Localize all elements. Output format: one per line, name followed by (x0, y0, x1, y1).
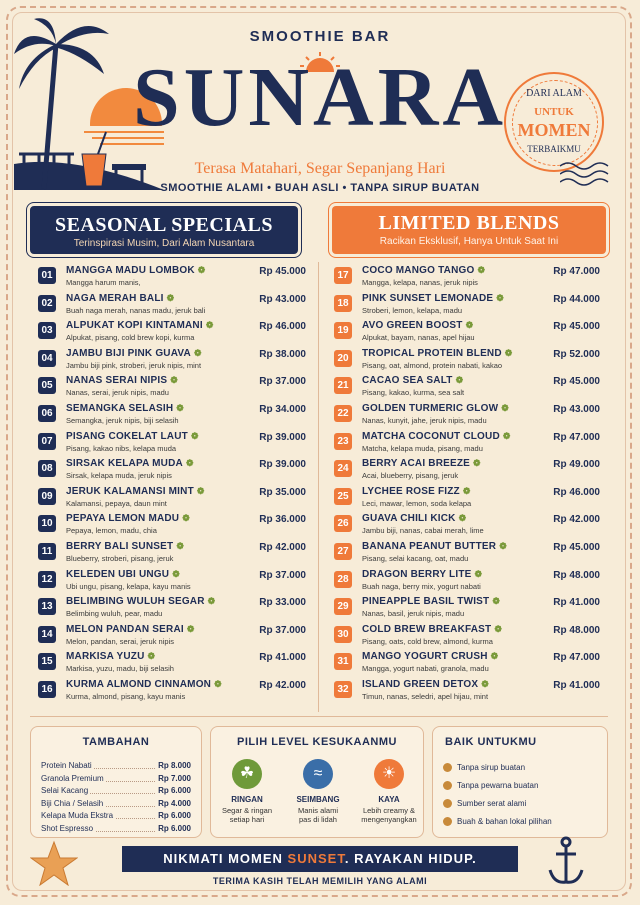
item-name: GOLDEN TURMERIC GLOW (362, 402, 499, 414)
item-price: Rp 36.000 (259, 514, 306, 526)
item-price: Rp 42.000 (259, 679, 306, 691)
item-price: Rp 41.000 (553, 597, 600, 609)
level-name: KAYA (378, 795, 400, 804)
item-number: 27 (334, 543, 352, 560)
addon-price: Rp 4.000 (158, 798, 191, 808)
leaf-icon: ❁ (465, 320, 474, 331)
item-description: Pisang, oats, cold brew, almond, kurma (362, 636, 493, 646)
item-number: 12 (38, 571, 56, 588)
item-price: Rp 33.000 (259, 597, 306, 609)
item-description: Markisa, yuzu, madu, biji selasih (66, 664, 174, 674)
item-description: Pepaya, lemon, madu, chia (66, 526, 157, 536)
item-number: 21 (334, 377, 352, 394)
item-number: 32 (334, 681, 352, 698)
item-description: Buah naga merah, nanas madu, jeruk bali (66, 305, 206, 315)
addon-row (41, 811, 191, 820)
addon-price: Rp 7.000 (158, 773, 191, 783)
stamp-line1: DARI ALAM (526, 88, 582, 99)
item-description: Pisang, selai kacang, oat, madu (362, 553, 469, 563)
item-price: Rp 37.000 (259, 569, 306, 581)
menu-item (334, 264, 600, 292)
item-price: Rp 41.000 (259, 652, 306, 664)
item-name: BANANA PEANUT BUTTER (362, 540, 497, 552)
leaf-icon: ❁ (176, 540, 185, 551)
item-name: SIRSAK KELAPA MUDA (66, 458, 183, 470)
benefits-title: BAIK UNTUKMU (445, 736, 537, 748)
item-name: BERRY BALI SUNSET (66, 540, 174, 552)
item-description: Mangga, yogurt nabati, granola, madu (362, 664, 489, 674)
item-name: KELEDEN UBI UNGU (66, 568, 170, 580)
item-description: Matcha, kelapa muda, pisang, madu (362, 443, 483, 453)
tagline: Terasa Matahari, Segar Sepanjang Hari (194, 160, 446, 177)
section-divider (30, 716, 608, 717)
benefit-icon (443, 799, 452, 808)
item-price: Rp 48.000 (553, 569, 600, 581)
leaf-icon: ☘ (232, 759, 262, 789)
leaf-icon: ❁ (499, 540, 507, 551)
item-number: 26 (334, 515, 352, 532)
item-price: Rp 37.000 (259, 376, 306, 388)
item-description: Ubi ungu, pisang, kelapa, kayu manis (66, 581, 191, 591)
item-name: LYCHEE ROSE FIZZ (362, 485, 460, 497)
item-price: Rp 45.000 (553, 541, 600, 553)
item-price: Rp 42.000 (553, 514, 600, 526)
leaf-icon: ❁ (147, 651, 156, 662)
column-divider (318, 262, 319, 712)
addon-price: Rp 6.000 (158, 811, 191, 820)
item-description: Sirsak, kelapa muda, jeruk nipis (66, 471, 172, 481)
item-number: 19 (334, 322, 352, 339)
menu-item (38, 374, 306, 402)
benefit-label: Buah & bahan lokal pilihan (457, 817, 552, 826)
leaf-icon: ❁ (207, 596, 216, 607)
levels-title: PILIH LEVEL KESUKAANMU (237, 736, 397, 748)
leaf-icon: ❁ (172, 568, 180, 579)
menu-item (38, 402, 306, 430)
leaf-icon: ❁ (490, 651, 499, 662)
item-number: 18 (334, 295, 352, 312)
item-description: Blueberry, stroberi, pisang, jeruk (66, 553, 174, 563)
seasonal-specials-banner (30, 206, 298, 254)
leaf-icon: ❁ (474, 568, 483, 579)
menu-item (334, 512, 600, 540)
footer-text-sunset: SUNSET (287, 851, 345, 866)
item-description: Stroberi, lemon, kelapa, madu (362, 305, 463, 315)
item-name: MELON PANDAN SERAI (66, 623, 184, 635)
leaf-icon: ❁ (481, 678, 489, 689)
item-number: 03 (38, 322, 56, 339)
item-name: MARKISA YUZU (66, 651, 145, 663)
footer-text-a: NIKMATI MOMEN (163, 851, 288, 866)
level-name: RINGAN (231, 795, 263, 804)
item-price: Rp 34.000 (259, 403, 306, 415)
item-description: Pisang, kakao nibs, kelapa muda (66, 443, 177, 453)
item-number: 13 (38, 598, 56, 615)
limited-subtitle: Racikan Eksklusif, Hanya Untuk Saat Ini (379, 236, 559, 247)
item-number: 14 (38, 626, 56, 643)
menu-item (38, 568, 306, 596)
item-description: Alpukat, bayam, nanas, apel hijau (362, 333, 475, 343)
item-number: 07 (38, 433, 56, 450)
stamp-line4: TERBAIKMU (527, 144, 581, 154)
item-number: 02 (38, 295, 56, 312)
item-price: Rp 46.000 (259, 321, 306, 333)
item-name: PINK SUNSET LEMONADE (362, 292, 494, 304)
item-name: GUAVA CHILI KICK (362, 513, 456, 525)
item-name: ISLAND GREEN DETOX (362, 678, 479, 690)
menu-item (38, 264, 306, 292)
levels-box (210, 726, 424, 838)
item-number: 25 (334, 488, 352, 505)
item-number: 23 (334, 433, 352, 450)
item-name: MANGGA MADU LOMBOK (66, 265, 195, 276)
leaf-icon: ❁ (186, 623, 195, 634)
benefit-item (443, 763, 525, 772)
leaf-icon: ❁ (473, 458, 481, 469)
item-name: KURMA ALMOND CINNAMON (66, 678, 212, 690)
stamp-line2: UNTUK (534, 106, 574, 118)
item-description: Timun, nanas, seledri, apel hijau, mint (362, 691, 489, 701)
limited-title: LIMITED BLENDS (378, 212, 560, 234)
level-option (211, 759, 283, 824)
leaf-icon: ❁ (496, 292, 504, 303)
item-price: Rp 39.000 (259, 431, 306, 443)
menu-item (334, 650, 600, 678)
item-price: Rp 47.000 (553, 431, 600, 443)
menu-item (38, 319, 306, 347)
item-price: Rp 39.000 (259, 459, 306, 471)
leaf-icon: ❁ (185, 458, 194, 469)
item-price: Rp 45.000 (259, 266, 306, 277)
item-description: Pisang, oat, almond, protein nabati, kakao (362, 360, 503, 370)
leaf-icon: ❁ (205, 320, 214, 331)
item-price: Rp 44.000 (553, 293, 600, 305)
item-name: PISANG COKELAT LAUT (66, 430, 188, 442)
addon-row (41, 799, 191, 808)
benefit-label: Sumber serat alami (457, 799, 527, 808)
item-name: BELIMBING WULUH SEGAR (66, 596, 205, 608)
item-price: Rp 52.000 (553, 348, 600, 360)
item-name: PEPAYA LEMON MADU (66, 513, 180, 525)
leaf-icon: ❁ (501, 402, 509, 413)
menu-item (334, 457, 600, 485)
menu-item (334, 485, 600, 513)
item-price: Rp 46.000 (553, 486, 600, 498)
addon-label: Granola Premium (41, 773, 104, 783)
item-number: 05 (38, 377, 56, 394)
item-name: COLD BREW BREAKFAST (362, 623, 492, 635)
item-description: Alpukat, pisang, cold brew kopi, kurma (66, 333, 195, 343)
addon-label: Kelapa Muda Ekstra (41, 811, 114, 820)
item-price: Rp 43.000 (553, 403, 600, 415)
leaf-icon: ❁ (462, 485, 471, 496)
leaf-icon: ❁ (190, 430, 199, 441)
footer-thanks: TERIMA KASIH TELAH MEMILIH YANG ALAMI (212, 876, 428, 886)
level-desc: Lebih creamy & mengenyangkan (361, 806, 417, 824)
item-number: 15 (38, 653, 56, 670)
item-number: 04 (38, 350, 56, 367)
benefit-icon (443, 763, 452, 772)
item-price: Rp 45.000 (553, 376, 600, 388)
level-desc: Segar & ringan setiap hari (221, 806, 273, 824)
item-number: 09 (38, 488, 56, 505)
benefit-label: Tanpa sirup buatan (457, 763, 526, 772)
menu-item (38, 292, 306, 320)
item-price: Rp 41.000 (553, 679, 600, 691)
menu-item (334, 402, 600, 430)
benefit-item (443, 781, 538, 790)
leaf-icon: ❁ (182, 513, 190, 524)
seasonal-list (38, 264, 306, 706)
menu-item (334, 568, 600, 596)
seasonal-subtitle: Terinspirasi Musim, Dari Alam Nusantara (73, 238, 255, 249)
limited-list (334, 264, 600, 706)
addon-price: Rp 6.000 (158, 786, 191, 795)
menu-item (334, 540, 600, 568)
addons-title: TAMBAHAN (82, 736, 150, 748)
menu-item (38, 457, 306, 485)
badge-stamp (504, 72, 604, 172)
wave-lines-icon (560, 160, 610, 190)
item-price: Rp 45.000 (553, 321, 600, 333)
subtitle: SMOOTHIE ALAMI • BUAH ASLI • TANPA SIRUP BUATAN (160, 182, 480, 194)
menu-item (334, 319, 600, 347)
item-name: TROPICAL PROTEIN BLEND (362, 347, 502, 359)
leaf-icon: ❁ (455, 375, 464, 386)
benefit-icon (443, 817, 452, 826)
footer-banner (122, 846, 518, 872)
item-description: Kalamansi, pepaya, daun mint (66, 498, 167, 508)
footer-text-c: . RAYAKAN HIDUP. (344, 851, 477, 866)
item-description: Buah naga, berry mix, yogurt nabati (362, 581, 481, 591)
addon-row (41, 774, 191, 783)
benefits-box (432, 726, 608, 838)
leaf-icon: ❁ (166, 292, 175, 303)
item-description: Nanas, kunyit, jahe, jeruk nipis, madu (362, 415, 487, 425)
addon-price: Rp 8.000 (158, 761, 191, 770)
sun-icon: ☀ (374, 759, 404, 789)
item-number: 20 (334, 350, 352, 367)
benefit-icon (443, 781, 452, 790)
leaf-icon: ❁ (170, 375, 178, 386)
menu-item (334, 623, 600, 651)
item-number: 17 (334, 267, 352, 284)
item-description: Jambu biji pink, stroberi, jeruk nipis, mint (66, 360, 202, 370)
item-name: PINEAPPLE BASIL TWIST (362, 596, 490, 608)
benefit-item (443, 799, 526, 808)
item-number: 22 (334, 405, 352, 422)
item-number: 06 (38, 405, 56, 422)
item-name: DRAGON BERRY LITE (362, 568, 472, 580)
menu-item (334, 292, 600, 320)
item-number: 30 (334, 626, 352, 643)
menu-item (38, 650, 306, 678)
addon-row (41, 786, 191, 795)
item-description: Mangga, kelapa, nanas, jeruk nipis (362, 278, 478, 287)
item-name: MATCHA COCONUT CLOUD (362, 430, 500, 442)
addon-row (41, 824, 191, 833)
addon-label: Shot Espresso (41, 823, 94, 833)
item-name: COCO MANGO TANGO (362, 265, 475, 276)
leaf-icon: ❁ (196, 485, 205, 496)
leaf-icon: ❁ (214, 678, 222, 689)
leaf-icon: ❁ (492, 596, 501, 607)
item-description: Belimbing wuluh, pear, madu (66, 609, 163, 619)
addon-label: Selai Kacang (41, 786, 89, 795)
leaf-icon: ❁ (197, 265, 206, 275)
addon-label: Protein Nabati (41, 761, 92, 770)
item-price: Rp 43.000 (259, 293, 306, 305)
item-number: 16 (38, 681, 56, 698)
addons-box (30, 726, 202, 838)
stamp-line3: MOMEN (517, 120, 591, 140)
menu-item (38, 623, 306, 651)
brand-subtitle: SMOOTHIE BAR (249, 28, 391, 45)
item-price: Rp 47.000 (553, 652, 600, 664)
item-price: Rp 35.000 (259, 486, 306, 498)
item-number: 24 (334, 460, 352, 477)
item-description: Semangka, jeruk nipis, biji selasih (66, 415, 179, 425)
item-name: BERRY ACAI BREEZE (362, 458, 471, 470)
item-price: Rp 42.000 (259, 541, 306, 553)
level-name: SEIMBANG (296, 795, 340, 804)
item-name: JERUK KALAMANSI MINT (66, 485, 194, 497)
menu-item (38, 485, 306, 513)
item-price: Rp 48.000 (553, 624, 600, 636)
level-option (282, 759, 354, 824)
menu-item (38, 595, 306, 623)
leaf-icon: ❁ (504, 347, 513, 358)
menu-item (38, 678, 306, 706)
item-number: 28 (334, 571, 352, 588)
item-number: 11 (38, 543, 56, 560)
leaf-icon: ❁ (193, 347, 202, 358)
item-description: Kurma, almond, pisang, kayu manis (66, 691, 186, 701)
addon-row (41, 761, 191, 770)
item-name: NANAS SERAI NIPIS (66, 375, 168, 387)
item-name: SEMANGKA SELASIH (66, 402, 174, 414)
item-number: 29 (334, 598, 352, 615)
menu-item (38, 430, 306, 458)
seasonal-title: SEASONAL SPECIALS (54, 214, 274, 236)
item-number: 10 (38, 515, 56, 532)
item-description: Melon, pandan, serai, jeruk nipis (66, 636, 174, 646)
item-name: CACAO SEA SALT (362, 375, 453, 387)
benefit-label: Tanpa pewarna buatan (457, 781, 539, 790)
leaf-icon: ❁ (176, 402, 185, 413)
item-price: Rp 47.000 (553, 266, 600, 277)
level-option (353, 759, 425, 824)
item-price: Rp 38.000 (259, 348, 306, 360)
brand-title: SUNARA (132, 51, 508, 144)
menu-item (334, 347, 600, 375)
menu-item (334, 595, 600, 623)
addon-label: Biji Chia / Selasih (41, 798, 104, 808)
item-price: Rp 49.000 (553, 459, 600, 471)
menu-item (334, 430, 600, 458)
item-description: Leci, mawar, lemon, soda kelapa (362, 498, 472, 508)
item-name: JAMBU BIJI PINK GUAVA (66, 347, 191, 359)
item-description: Pisang, kakao, kurma, sea salt (362, 388, 465, 398)
menu-item (38, 512, 306, 540)
item-description: Mangga harum manis, (66, 278, 141, 287)
menu-item (38, 540, 306, 568)
menu-item (334, 678, 600, 706)
leaf-icon: ❁ (477, 265, 486, 275)
item-name: ALPUKAT KOPI KINTAMANI (66, 320, 203, 332)
item-description: Nanas, serai, jeruk nipis, madu (66, 388, 169, 398)
item-price: Rp 37.000 (259, 624, 306, 636)
wave-icon: ≈ (303, 759, 333, 789)
limited-blends-banner (332, 206, 606, 254)
item-name: MANGO YOGURT CRUSH (362, 651, 488, 663)
item-description: Acai, blueberry, pisang, jeruk (362, 471, 459, 481)
item-number: 01 (38, 267, 56, 284)
addon-price: Rp 6.000 (158, 823, 191, 833)
leaf-icon: ❁ (458, 513, 467, 524)
leaf-icon: ❁ (502, 430, 511, 441)
item-name: AVO GREEN BOOST (362, 320, 463, 332)
item-description: Jambu biji, nanas, cabai merah, lime (362, 526, 484, 536)
level-desc: Manis alami pas di lidah (297, 806, 338, 824)
item-description: Nanas, basil, jeruk nipis, madu (362, 609, 465, 619)
item-number: 31 (334, 653, 352, 670)
item-name: NAGA MERAH BALI (66, 292, 164, 304)
menu-item (38, 347, 306, 375)
item-number: 08 (38, 460, 56, 477)
benefit-item (443, 817, 552, 826)
menu-item (334, 374, 600, 402)
leaf-icon: ❁ (494, 623, 503, 634)
